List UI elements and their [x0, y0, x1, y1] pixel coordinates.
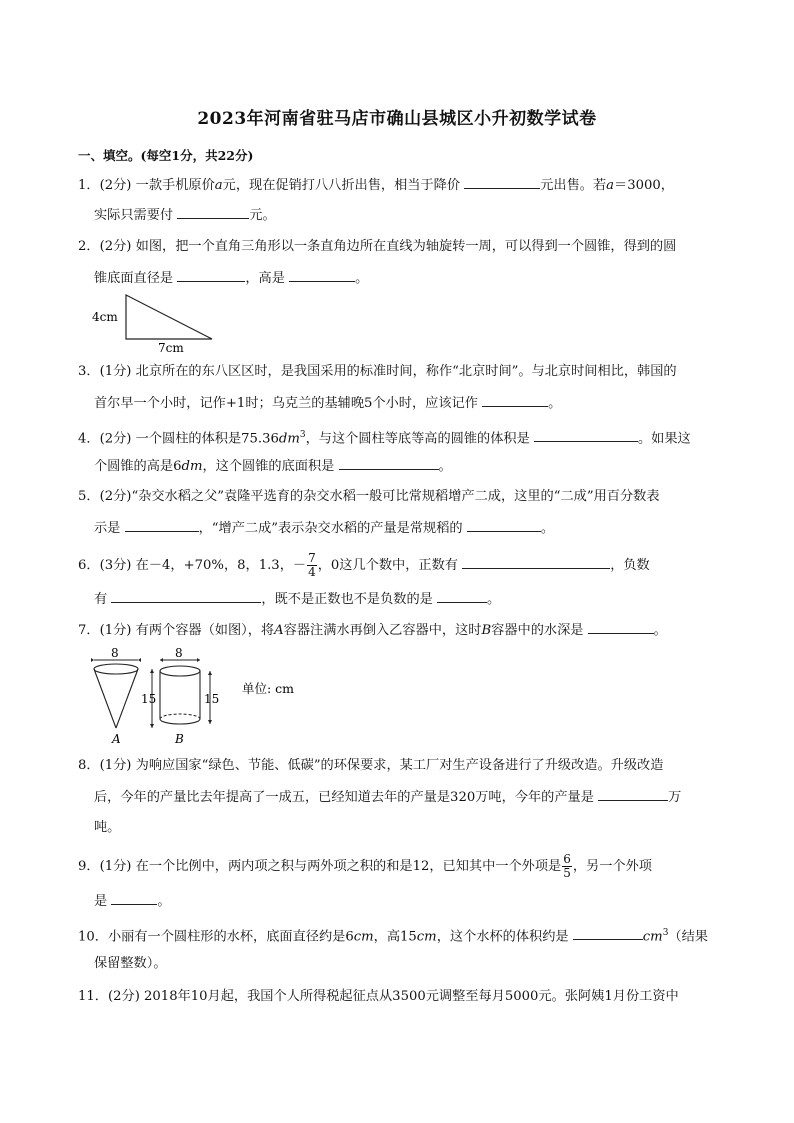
- text: 元，现在促销打八八折出售，相当于降价: [222, 178, 461, 193]
- text: 9．(1分) 在一个比例中，两内项之积与两外项之积的和是12，已知其中一个外项是: [78, 859, 562, 874]
- text: 。: [548, 396, 562, 411]
- triangle-base-label: 7cm: [158, 341, 184, 355]
- text: ，另一个外项: [572, 859, 652, 874]
- text: （结果: [668, 929, 708, 945]
- answer-blank[interactable]: [111, 590, 261, 603]
- text: 10．小丽有一个圆柱形的水杯，底面直径约是6: [78, 929, 354, 945]
- text: 是: [94, 894, 108, 909]
- section-heading: 一、填空。(每空1分，共22分): [78, 148, 254, 163]
- text: 后，今年的产量比去年提高了一成五，已经知道去年的产量是320万吨，今年的产量是: [94, 790, 594, 805]
- question-11-line-1: 11．(2分) 2018年10月起，我国个人所得税起征点从3500元调整至每月5000元。张阿姨1月份工资中: [78, 989, 679, 1004]
- answer-blank[interactable]: [125, 519, 199, 532]
- unit: dm: [278, 431, 300, 447]
- text: 示是: [94, 521, 121, 536]
- question-9-line-2: [94, 892, 171, 911]
- text: 7．(1分) 有两个容器（如图），将: [78, 623, 275, 638]
- answer-blank[interactable]: [437, 590, 487, 603]
- text: 。: [540, 521, 555, 536]
- text: 容器中的水深是: [491, 623, 584, 638]
- question-5-line-2: [94, 519, 554, 538]
- answer-blank[interactable]: [467, 519, 541, 532]
- answer-blank[interactable]: [177, 269, 245, 282]
- text: 有: [94, 592, 108, 607]
- question-5-line-1: 5．(2分)“杂交水稻之父”袁隆平选育的杂交水稻一般可比常规稻增产二成，这里的“二成”用百分数表: [78, 489, 660, 504]
- cone-diameter-label: 8: [111, 646, 119, 660]
- variable: a: [606, 178, 615, 193]
- variable: a: [214, 178, 223, 193]
- page-title: 2023年河南省驻马店市确山县城区小升初数学试卷: [197, 109, 597, 129]
- text: 。: [355, 271, 369, 286]
- text: 实际只需要付: [94, 208, 174, 223]
- text: 。: [438, 459, 452, 474]
- text: 元。: [249, 208, 276, 223]
- answer-blank[interactable]: [462, 556, 610, 569]
- question-4-line-1: [78, 426, 691, 448]
- question-6-line-1: [78, 552, 650, 579]
- exponent: 3: [299, 430, 306, 440]
- text: 1．(2分) 一款手机原价: [78, 178, 215, 193]
- question-3-line-1: 3．(1分) 北京所在的东八区区时，是我国采用的标准时间，称作“北京时间”。与北京时间相比，韩国的: [78, 364, 677, 379]
- cylinder-diameter-label: 8: [175, 646, 183, 660]
- question-9-line-1: [78, 853, 652, 880]
- unit: dm: [181, 459, 203, 474]
- cylinder-name-label: B: [175, 732, 184, 746]
- fraction-7-4: [307, 552, 317, 579]
- unit: cm: [642, 929, 663, 945]
- unit: cm: [416, 929, 437, 945]
- answer-blank[interactable]: [573, 927, 643, 940]
- question-8-line-2: [94, 788, 681, 807]
- text: ，这个水杯的体积约是: [436, 929, 569, 945]
- answer-blank[interactable]: [111, 892, 157, 905]
- question-1-line-1: [78, 176, 674, 195]
- cylinder-height-label: 15: [204, 692, 220, 706]
- numerator: 7: [308, 551, 316, 565]
- text: ，高是: [245, 271, 285, 286]
- cone-height-label: 15: [141, 692, 157, 706]
- triangle-height-label: 4cm: [92, 310, 118, 324]
- answer-blank[interactable]: [464, 176, 540, 189]
- question-8-line-3: 吨。: [94, 820, 121, 835]
- question-2-line-1: 2．(2分) 如图，把一个直角三角形以一条直角边所在直线为轴旋转一周，可以得到一个圆锥，得到的圆: [78, 239, 677, 254]
- numerator: 6: [563, 852, 571, 866]
- text: 6．(3分) 在－4，+70%，8，1.3，－: [78, 558, 307, 573]
- text: 容器注满水再倒入乙容器中，这时: [283, 623, 482, 638]
- answer-blank[interactable]: [588, 621, 654, 634]
- question-6-line-2: [94, 590, 500, 609]
- cone-name-label: A: [112, 732, 121, 746]
- triangle-figure: [90, 290, 230, 356]
- text: ，与这个圆柱等底等高的圆锥的体积是: [305, 431, 530, 447]
- unit: cm: [353, 929, 374, 945]
- text: ，既不是正数也不是负数的是: [261, 592, 433, 607]
- text: 万: [668, 790, 682, 805]
- answer-blank[interactable]: [598, 788, 668, 801]
- variable: B: [481, 623, 492, 638]
- answer-blank[interactable]: [289, 269, 355, 282]
- cone-container-a: [91, 646, 156, 746]
- fraction-6-5: [562, 853, 572, 880]
- question-2-line-2: [94, 269, 368, 288]
- text: ＝3000，: [614, 178, 674, 193]
- text: 。: [487, 592, 501, 607]
- text: ，0这几个数中，正数有: [317, 558, 458, 573]
- question-8-line-1: 8．(1分) 为响应国家“绿色、节能、低碳”的环保要求，某工厂对生产设备进行了升级改造。升级改造: [78, 758, 664, 773]
- denominator: 4: [308, 565, 316, 579]
- unit-label: 单位: cm: [242, 681, 295, 696]
- text: 锥底面直径是: [94, 271, 174, 286]
- text: 元出售。若: [540, 178, 607, 193]
- denominator: 5: [563, 866, 571, 880]
- question-10-line-2: 保留整数）。: [94, 956, 167, 971]
- question-7-line-1: [78, 621, 667, 640]
- text: 。如果这: [637, 431, 691, 447]
- text: ，“增产二成”表示杂交水稻的产量是常规稻的: [198, 521, 463, 536]
- question-4-line-2: [94, 457, 452, 476]
- text: ，负数: [610, 558, 650, 573]
- question-1-line-2: [94, 206, 276, 225]
- question-3-line-2: [94, 394, 561, 413]
- text: ，高15: [373, 929, 417, 945]
- answer-blank[interactable]: [339, 457, 439, 470]
- text: 4．(2分) 一个圆柱的体积是75.36: [78, 431, 279, 447]
- text: ，这个圆锥的底面积是: [202, 459, 335, 474]
- answer-blank[interactable]: [482, 394, 548, 407]
- answer-blank[interactable]: [177, 206, 249, 219]
- text: 。: [653, 623, 667, 638]
- exponent: 3: [662, 928, 669, 938]
- answer-blank[interactable]: [534, 429, 638, 442]
- variable: A: [274, 623, 284, 638]
- question-10-line-1: [78, 924, 708, 946]
- text: 首尔早一个小时，记作+1时；乌克兰的基辅晚5个小时，应该记作: [94, 396, 478, 411]
- text: 个圆锥的高是6: [94, 459, 182, 474]
- text: 。: [157, 894, 171, 909]
- cylinder-container-b: [160, 646, 219, 746]
- containers-figure: [86, 646, 326, 748]
